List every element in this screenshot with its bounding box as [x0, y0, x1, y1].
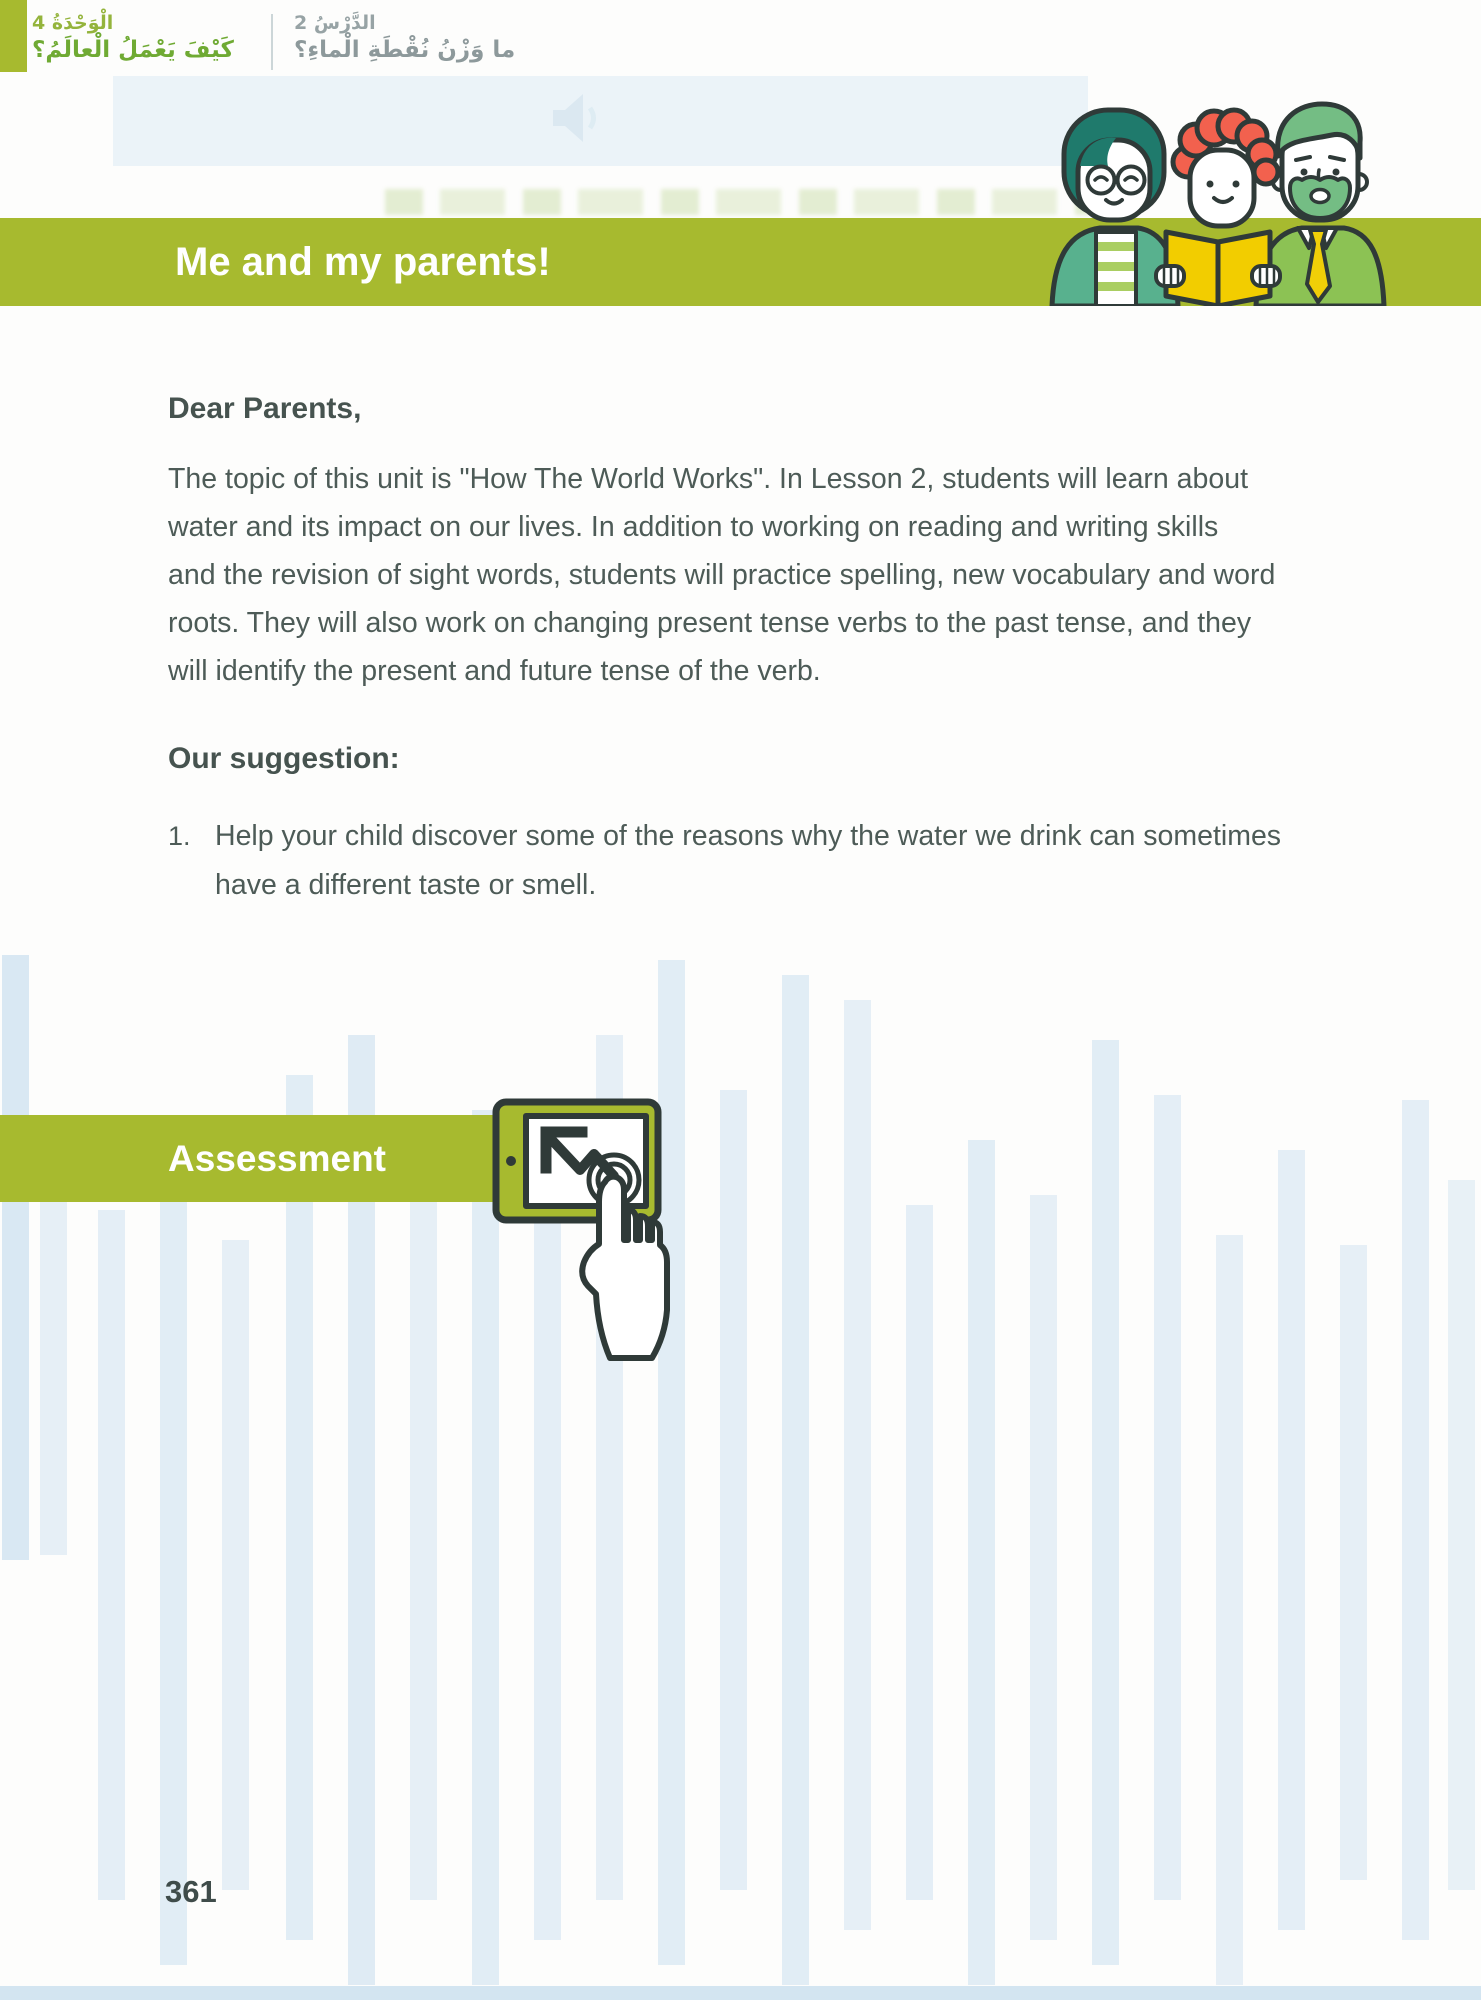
- bleedthrough-stripe: [1216, 1235, 1243, 1985]
- bleedthrough-stripe: [2, 955, 29, 1560]
- unit-title: كَيْفَ يَعْمَلُ الْعالَمُ؟: [32, 36, 234, 63]
- suggestion-line: Help your child discover some of the reasons why the water we drink can sometimes: [215, 820, 1282, 852]
- letter-line: water and its impact on our lives. In addition to working on reading and writing skills: [168, 511, 1219, 543]
- letter-line: will identify the present and future tense of the verb.: [168, 655, 821, 687]
- lesson-title: ما وَزْنُ نُقْطَةِ الْماءِ؟: [294, 36, 516, 63]
- bleedthrough-stripe: [98, 1210, 125, 1900]
- bleedthrough-stripe: [782, 975, 809, 1985]
- letter-line: roots. They will also work on changing present tense verbs to the past tense, and they: [168, 607, 1252, 639]
- letter-line: and the revision of sight words, students will practice spelling, new vocabulary and word: [168, 559, 1276, 591]
- lesson-number: الدَّرْسُ 2: [294, 12, 376, 34]
- letter-body: [168, 455, 1348, 695]
- tablet-touch-icon: [486, 1090, 691, 1400]
- bleedthrough-stripe: [1340, 1245, 1367, 1880]
- unit-header: [32, 12, 262, 65]
- bleedthrough-stripe: [1448, 1180, 1475, 1890]
- suggestion-item: [168, 812, 1348, 910]
- assessment-banner: [0, 1115, 500, 1202]
- suggestion-heading: Our suggestion:: [168, 742, 400, 775]
- page-number: 361: [165, 1874, 217, 1909]
- lesson-header: [294, 12, 594, 65]
- speaker-icon-ghost: [545, 86, 609, 150]
- bleedthrough-stripe: [1278, 1150, 1305, 1930]
- bleedthrough-stripe: [968, 1140, 995, 1985]
- suggestion-number: 1.: [168, 821, 191, 851]
- bleedthrough-stripe: [1154, 1095, 1181, 1900]
- bottom-edge-strip: [0, 1986, 1481, 2000]
- letter-salutation: Dear Parents,: [168, 392, 362, 425]
- bleedthrough-stripe: [906, 1205, 933, 1900]
- bleedthrough-stripe: [1402, 1100, 1429, 1940]
- assessment-banner-title: Assessment: [168, 1137, 387, 1179]
- header-divider: [271, 14, 273, 70]
- ghost-arabic-text: [385, 189, 1090, 215]
- corner-accent-square: [0, 0, 27, 72]
- suggestion-line: have a different taste or smell.: [215, 869, 597, 901]
- unit-number: الْوَحْدَةُ 4: [32, 12, 114, 34]
- parents-banner-title: Me and my parents!: [175, 239, 551, 284]
- bleedthrough-stripe: [286, 1075, 313, 1940]
- bleedthrough-stripe: [40, 1150, 67, 1555]
- family-reading-illustration: [1038, 80, 1396, 306]
- bleedthrough-stripe: [222, 1240, 249, 1890]
- bleedthrough-stripe: [160, 1180, 187, 1965]
- bleedthrough-stripe: [410, 1140, 437, 1900]
- bleedthrough-stripe: [844, 1000, 871, 1930]
- bleedthrough-stripe: [1092, 1040, 1119, 1965]
- letter-line: The topic of this unit is "How The World Works". In Lesson 2, students will learn about: [168, 463, 1248, 495]
- bleedthrough-stripe: [1030, 1195, 1057, 1940]
- bleedthrough-stripe: [720, 1090, 747, 1890]
